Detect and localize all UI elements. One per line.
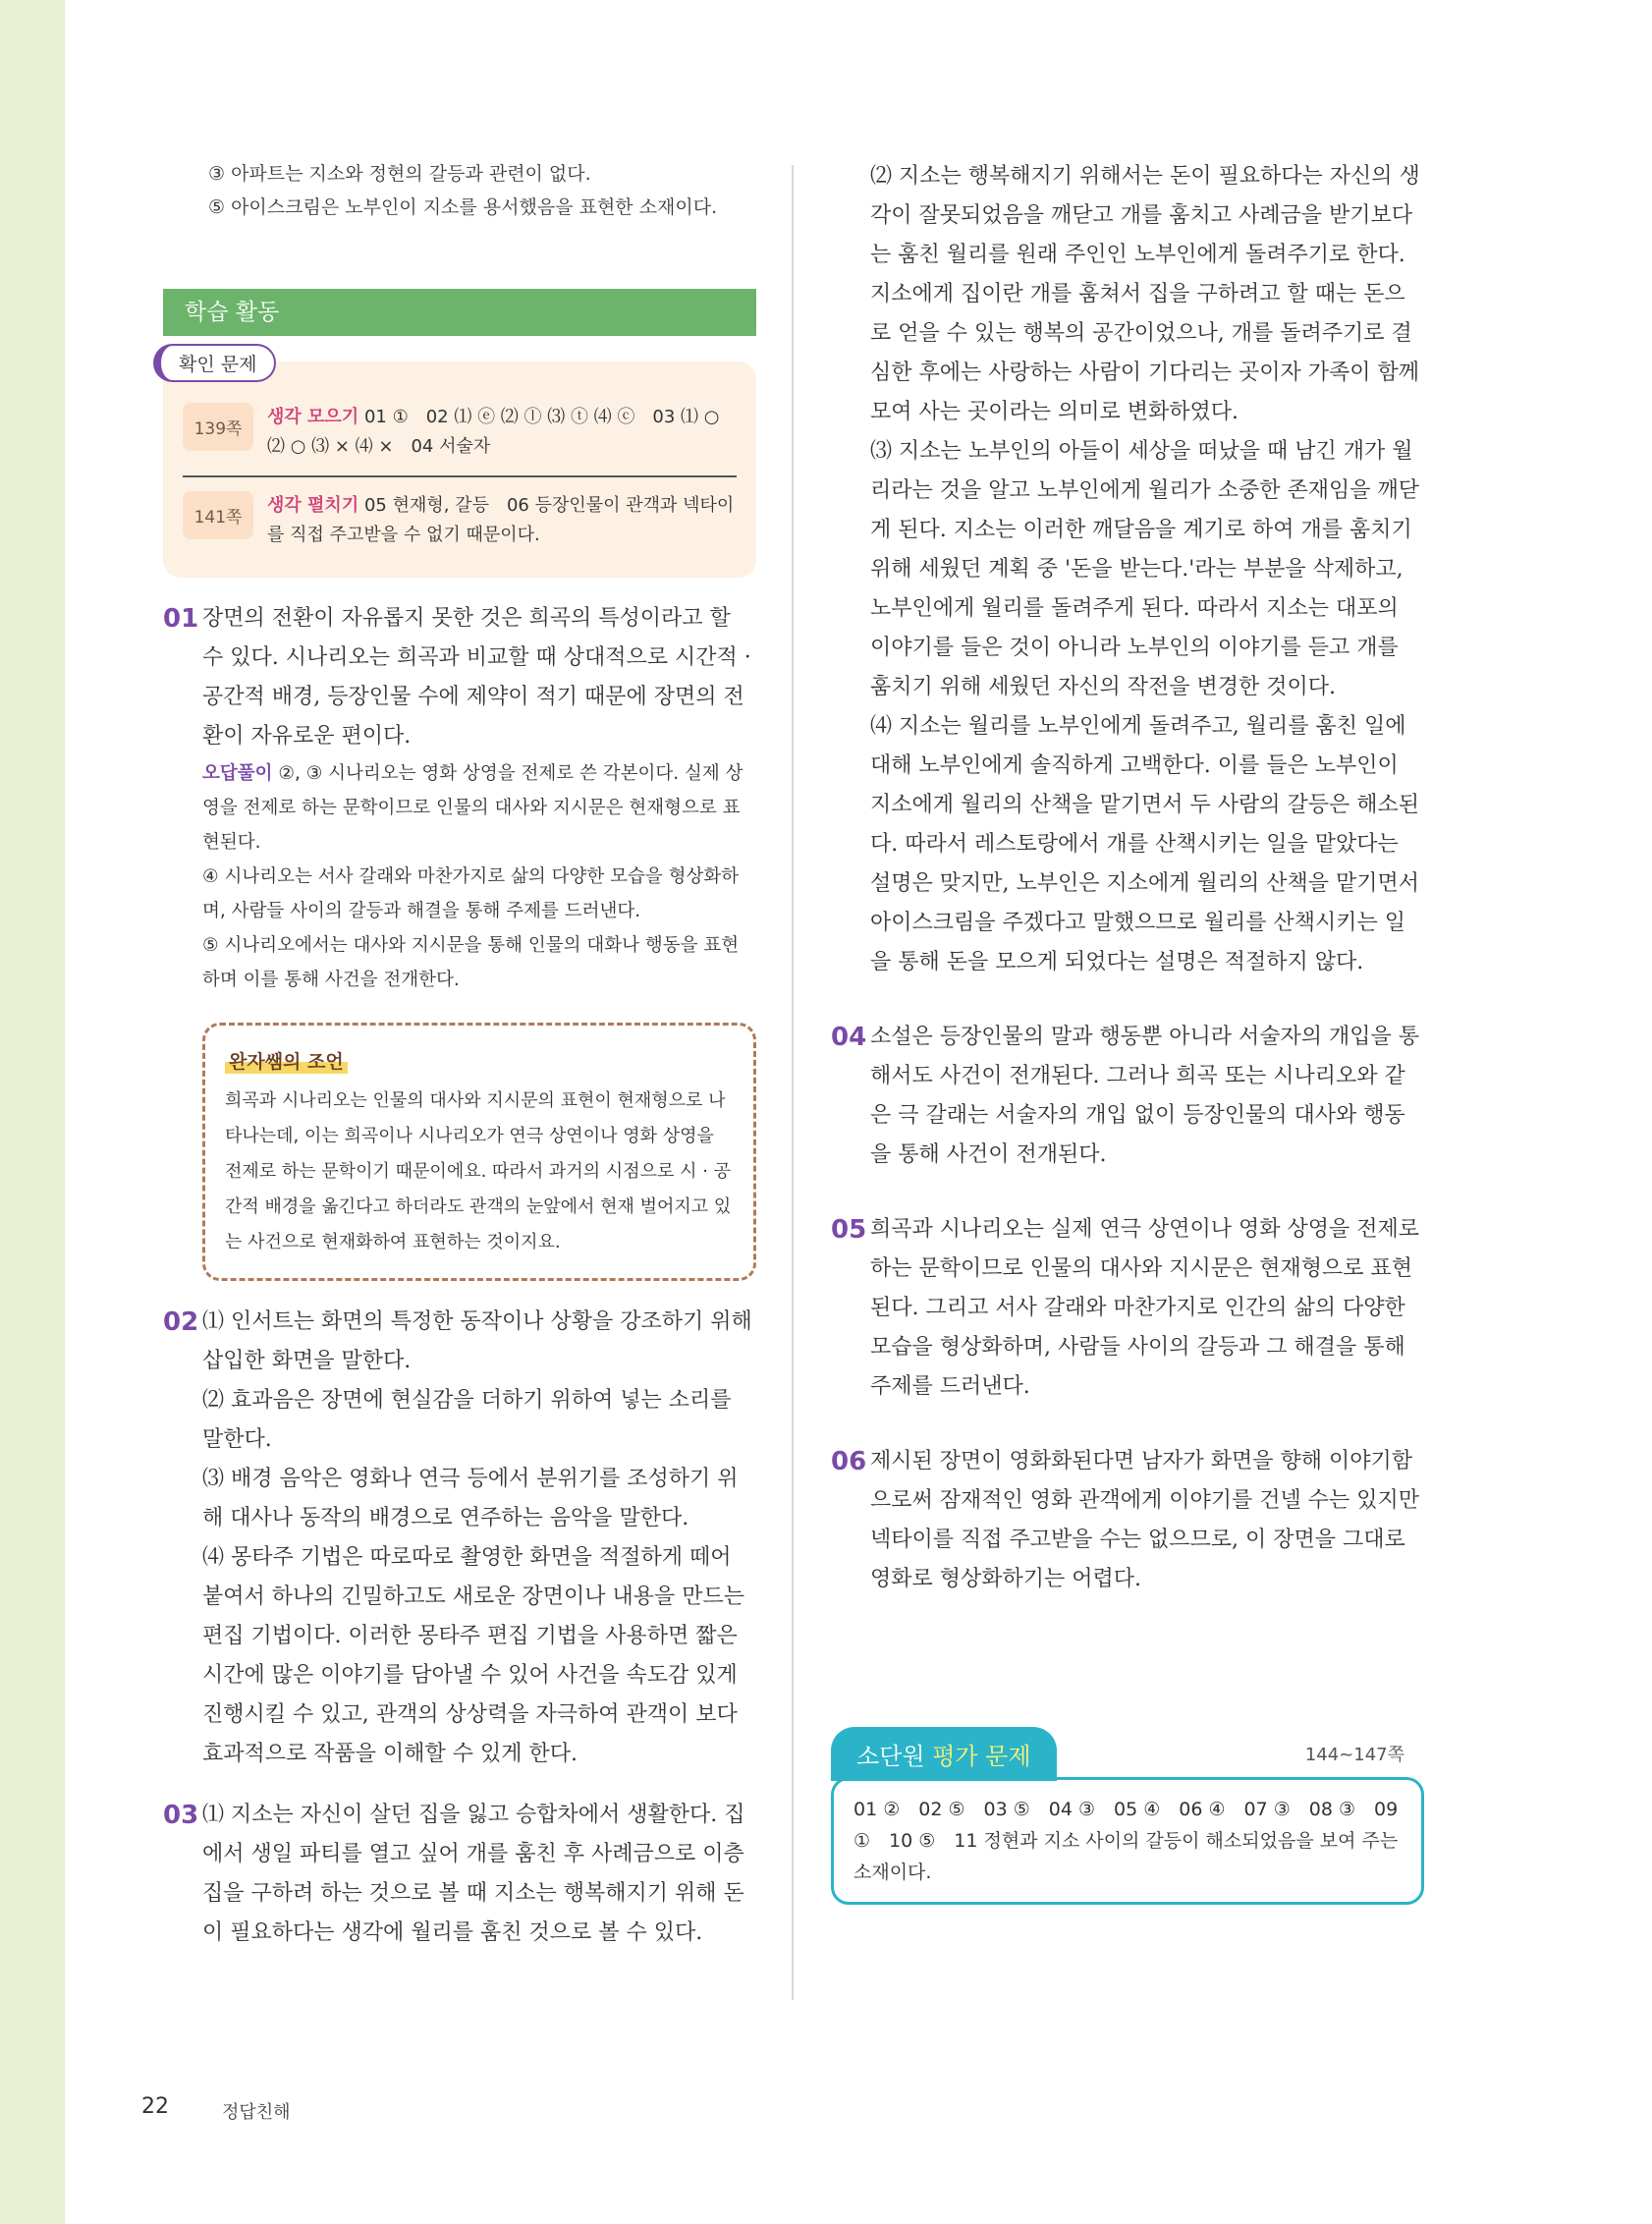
page-number: 22 [141, 2094, 169, 2119]
advice-text: 희곡과 시나리오는 인물의 대사와 지시문의 표현이 현재형으로 나타나는데, 이는 희곡이나 시나리오가 연극 상연이나 영화 상영을 전제로 하는 문학이기 때문이에요. 따라서 과거의 시점으로 시 · 공간적 배경을 옮긴다고 하더라도 관객의 눈앞에서 현재 벌어지고 있는 사건으로 현재화하여 표현하는 것이지요. [225, 1090, 732, 1252]
column-divider [792, 165, 794, 2000]
answer-paragraph: ⑵ 지소는 행복해지기 위해서는 돈이 필요하다는 자신의 생각이 잘못되었음을 깨닫고 개를 훔치고 사례금을 받기보다는 훔친 월리를 원래 주인인 노부인에게 돌려주기로 한다. 지소에게 집이란 개를 훔쳐서 집을 구하려고 할 때는 돈으로 얻을 수 있는 행복의 공간이었으나, 개를 돌려주기로 결심한 후에는 사랑하는 사람이 기다리는 곳이자 가족이 함께 모여 사는 곳이라는 의미로 변화하였다. [870, 164, 1420, 424]
answer-paragraph: ⑴ 지소는 자신이 살던 집을 잃고 승합차에서 생활한다. 집에서 생일 파티를 열고 싶어 개를 훔친 후 사례금으로 이층집을 구하려 하는 것으로 볼 때 지소는 행복해지기 위해 돈이 필요하다는 생각에 월리를 훔친 것으로 볼 수 있다. [202, 1803, 745, 1945]
wrong-answer-line: ⑤ 시나리오에서는 대사와 지시문을 통해 인물의 대화나 행동을 표현하며 이를 통해 사건을 전개한다. [202, 935, 740, 990]
answer-02 [163, 1303, 756, 1774]
question-number: 05 [831, 1215, 867, 1245]
evaluation-section [831, 1727, 1424, 1905]
answer-paragraph: ⑷ 지소는 월리를 노부인에게 돌려주고, 월리를 훔친 일에 대해 노부인에게 솔직하게 고백한다. 이를 들은 노부인이 지소에게 월리의 산책을 맡기면서 두 사람의 갈등은 해소된다. 따라서 레스토랑에서 개를 산책시키는 일을 맡았다는 설명은 맞지만, 노부인은 지소에게 월리의 산책을 맡기면서 아이스크림을 주겠다고 말했으므로 월리를 산책시키는 일을 통해 돈을 모으게 되었다는 설명은 적절하지 않다. [870, 714, 1420, 974]
answer-text: 소설은 등장인물의 말과 행동뿐 아니라 서술자의 개입을 통해서도 사건이 전개된다. 그러나 희곡 또는 시나리오와 같은 극 갈래는 서술자의 개입 없이 등장인물의 대사와 행동을 통해 사건이 전개된다. [870, 1025, 1420, 1167]
pre-note: ⑤ 아이스크림은 노부인이 지소를 용서했음을 표현한 소재이다. [208, 196, 718, 218]
question-number: 04 [831, 1023, 867, 1052]
page-tag: 139쪽 [183, 403, 253, 451]
evaluation-page-range: 144~147쪽 [1304, 1745, 1404, 1765]
wrong-answer-tag: 오답풀이 [202, 763, 273, 784]
question-number: 02 [163, 1307, 199, 1337]
answer-paragraph: ⑶ 배경 음악은 영화나 연극 등에서 분위기를 조성하기 위해 대사나 동작의 배경으로 연주하는 음악을 말한다. [202, 1467, 739, 1530]
answer-text: 희곡과 시나리오는 실제 연극 상연이나 영화 상영을 전제로 하는 문학이므로 인물의 대사와 지시문은 현재형으로 표현된다. 그리고 서사 갈래와 마찬가지로 인간의 삶의 다양한 모습을 형상화하며, 사람들 사이의 갈등과 그 해결을 통해 주제를 드러낸다. [870, 1217, 1420, 1399]
question-number: 01 [163, 604, 199, 634]
question-number: 03 [163, 1801, 199, 1830]
check-answers: 01 ① 02 ⑴ ⓔ ⑵ ⓛ ⑶ ⓣ ⑷ ⓒ 03 ⑴ ○ ⑵ ○ ⑶ × ⑷ × 04 서술자 [267, 407, 720, 457]
check-text [267, 491, 737, 550]
margin-strip [0, 0, 65, 2224]
advice-box [202, 1023, 756, 1281]
page-label: 정답친해 [222, 2102, 291, 2123]
check-heading: 생각 펼치기 [267, 495, 359, 516]
answer-paragraph: ⑶ 지소는 노부인의 아들이 세상을 떠났을 때 남긴 개가 월리라는 것을 알고 노부인에게 월리가 소중한 존재임을 깨닫게 된다. 지소는 이러한 깨달음을 계기로 하여 개를 훔치기 위해 세웠던 계획 중 '돈을 받는다.'라는 부분을 삭제하고, 노부인에게 월리를 돌려주게 된다. 따라서 지소는 대포의 이야기를 들은 것이 아니라 노부인의 이야기를 듣고 개를 훔치기 위해 세웠던 자신의 작전을 변경한 것이다. [870, 439, 1420, 699]
advice-title: 완자쌤의 조언 [225, 1047, 348, 1074]
left-column [163, 157, 756, 1953]
check-text [267, 403, 737, 462]
check-row [183, 395, 737, 470]
answer-01 [163, 599, 756, 997]
wrong-answer-line: ②, ③ 시나리오는 영화 상영을 전제로 쓴 각본이다. 실제 상영을 전제로 하는 문학이므로 인물의 대사와 지시문은 현재형으로 표현된다. [202, 763, 743, 853]
section-title: 학습 활동 [163, 289, 756, 336]
answer-06 [831, 1442, 1424, 1599]
answer-03-continued [831, 157, 1424, 982]
right-column [831, 157, 1424, 1905]
page-tag: 141쪽 [183, 491, 253, 539]
pre-note: ③ 아파트는 지소와 정현의 갈등과 관련이 없다. [208, 163, 591, 185]
answer-paragraph: ⑵ 효과음은 장면에 현실감을 더하기 위하여 넣는 소리를 말한다. [202, 1388, 732, 1452]
check-tab: 확인 문제 [153, 344, 276, 382]
evaluation-tab [831, 1727, 1057, 1781]
check-row [183, 475, 737, 558]
evaluation-title-b: 평가 문제 [932, 1743, 1031, 1770]
check-answers: 05 현재형, 갈등 06 등장인물이 관객과 넥타이를 직접 주고받을 수 없기 때문이다. [267, 495, 735, 545]
check-problems-box [163, 354, 756, 578]
wrong-answer-line: ④ 시나리오는 서사 갈래와 마찬가지로 삶의 다양한 모습을 형상화하며, 사람들 사이의 갈등과 해결을 통해 주제를 드러낸다. [202, 866, 740, 921]
question-number: 06 [831, 1447, 867, 1476]
answer-text: 장면의 전환이 자유롭지 못한 것은 희곡의 특성이라고 할 수 있다. 시나리오는 희곡과 비교할 때 상대적으로 시간적 · 공간적 배경, 등장인물 수에 제약이 적기 때문에 장면의 전환이 자유로운 편이다. [202, 606, 751, 749]
answer-05 [831, 1210, 1424, 1407]
answer-03 [163, 1796, 756, 1953]
evaluation-title-a: 소단원 [856, 1743, 933, 1770]
answer-text: 제시된 장면이 영화화된다면 남자가 화면을 향해 이야기함으로써 잠재적인 영화 관객에게 이야기를 건넬 수는 있지만 넥타이를 직접 주고받을 수는 없으므로, 이 장면을 그대로 영화로 형상화하기는 어렵다. [870, 1449, 1420, 1591]
evaluation-answers: 01 ② 02 ⑤ 03 ⑤ 04 ③ 05 ④ 06 ④ 07 ③ 08 ③ 09 ① 10 ⑤ 11 정현과 지소 사이의 갈등이 해소되었음을 보여 주는 소재이다. [831, 1777, 1424, 1905]
answer-paragraph: ⑷ 몽타주 기법은 따로따로 촬영한 화면을 적절하게 떼어 붙여서 하나의 긴밀하고도 새로운 장면이나 내용을 만드는 편집 기법이다. 이러한 몽타주 편집 기법을 사용하면 짧은 시간에 많은 이야기를 담아낼 수 있어 사건을 속도감 있게 진행시킬 수 있고, 관객의 상상력을 자극하여 관객이 보다 효과적으로 작품을 이해할 수 있게 한다. [202, 1545, 745, 1766]
answer-04 [831, 1018, 1424, 1175]
check-heading: 생각 모으기 [267, 407, 359, 427]
answer-paragraph: ⑴ 인서트는 화면의 특정한 동작이나 상황을 강조하기 위해 삽입한 화면을 말한다. [202, 1309, 752, 1373]
